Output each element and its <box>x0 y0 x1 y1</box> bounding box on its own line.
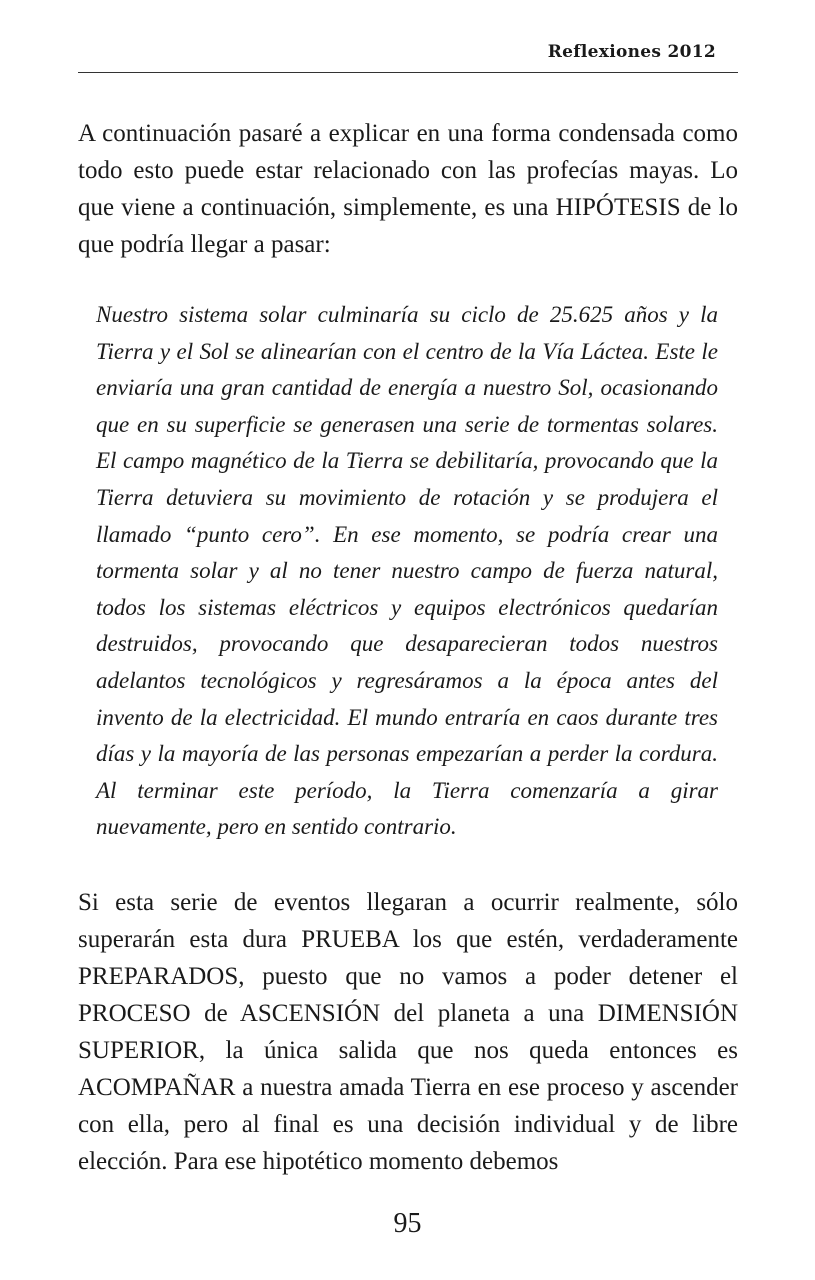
intro-paragraph: A continuación pasaré a explicar en una forma condensada como todo esto puede estar relacionado con las profecías mayas. Lo que viene a continuación, simplemente, es una HIPÓTESIS de lo que podría llegar a pasar: <box>78 120 738 258</box>
running-header-title: Reflexiones 2012 <box>547 42 716 62</box>
header-rule <box>78 72 738 73</box>
page-number: 95 <box>393 1208 422 1239</box>
closing-paragraph: Si esta serie de eventos llegaran a ocurrir realmente, sólo superarán esta dura PRUEBA los que estén, verdaderamente PREPARADOS, puesto que no vamos a poder detener el PROCESO de ASCENSIÓN del planeta a una DIMENSIÓN SUPERIOR, la única salida que nos queda entonces es ACOMPAÑAR a nuestra amada Tierra en ese proceso y ascender con ella, pero al final es una decisión individual y de libre elección. Para ese hipotético momento debemos <box>78 889 738 1175</box>
hypothesis-quote: Nuestro sistema solar culminaría su ciclo de 25.625 años y la Tierra y el Sol se alinearían con el centro de la Vía Láctea. Este le enviaría una gran cantidad de energía a nuestro Sol, ocasionando que en su superficie se generasen una serie de tormentas solares. El campo magnético de la Tierra se debilitaría, provocando que la Tierra detuviera su movimiento de rotación y se produjera el llamado “punto cero”. En ese momento, se podría crear una tormenta solar y al no tener nuestro campo de fuerza natural, todos los sistemas eléctricos y equipos electrónicos quedarían destruidos, provocando que desaparecieran todos nuestros adelantos tecnológicos y regresáramos a la época antes del invento de la electricidad. El mundo entraría en caos durante tres días y la mayoría de las personas empezarían a perder la cordura. Al terminar este período, la Tierra comenzaría a girar nuevamente, pero en sentido contrario. <box>96 302 718 840</box>
